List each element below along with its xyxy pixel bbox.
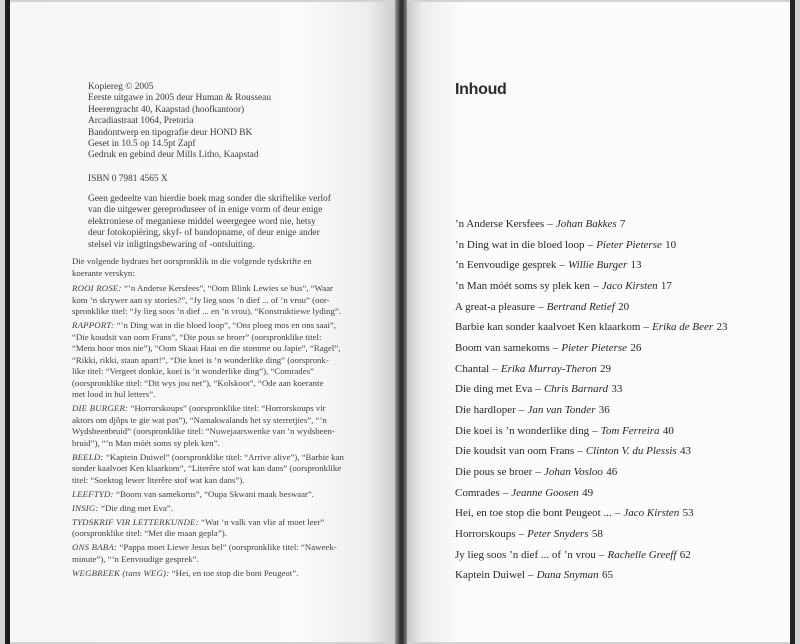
acknowledgement-line (72, 517, 344, 529)
acknowledgement-line (72, 295, 344, 307)
acknowledgement-line (72, 475, 344, 487)
contents-heading: Inhoud (455, 81, 507, 98)
toc-entry-title: ’n Man móét soms sy plek ken (455, 279, 591, 292)
toc-entry-page-number: 10 (665, 238, 677, 251)
toc-entry (455, 255, 727, 276)
acknowledgement-line (72, 554, 344, 566)
toc-entry-title: ’n Ding wat in die bloed loop (455, 238, 585, 251)
toc-entry-title: Hei, en toe stop die bont Peugeot ... (455, 507, 612, 520)
acknowledgement-section (72, 517, 344, 540)
rights-notice-line: Geen gedeelte van hierdie boek mag sonder die skriftelike verlof (88, 194, 331, 204)
acknowledgement-text: spronklike titel: “Jy lieg soos ’n dief ... en ’n vrou), “Konstruktiewe lyding”. (72, 306, 341, 316)
toc-dash: – (528, 569, 534, 582)
acknowledgement-line (72, 438, 344, 450)
acknowledgement-line (72, 332, 344, 344)
toc-entry (455, 235, 727, 256)
acknowledgement-text: “Kaptein Duiwel” (oorspronklike titel: “Arrive alive”), “Barbie kan (105, 451, 344, 462)
toc-entry-page-number: 17 (660, 279, 672, 292)
toc-entry-author: Jan van Tonder (527, 403, 596, 416)
toc-entry (455, 524, 727, 545)
toc-entry-author: Willie Burger (568, 259, 628, 272)
acknowledgement-section (72, 452, 344, 487)
publication-name: ROOI ROSE: (72, 283, 122, 293)
acknowledgement-line (72, 320, 344, 332)
toc-entry-title: A great-a pleasure (455, 300, 536, 313)
acknowledgement-line (72, 568, 344, 580)
imprint-line: Arcadiastraat 1064, Pretoria (88, 116, 194, 127)
acknowledgement-section (72, 542, 344, 565)
acknowledgement-section (72, 403, 344, 449)
toc-entry (455, 297, 727, 318)
copyright-page (10, 2, 395, 642)
acknowledgement-section (72, 503, 344, 515)
toc-entry (455, 359, 727, 380)
acknowledgement-line (72, 426, 344, 438)
isbn: ISBN 0 7981 4565 X (88, 174, 168, 184)
toc-entry-author: Tom Ferreira (600, 424, 660, 437)
acknowledgement-text: “Rikki, rikki, staan apart!”, “Die koei is ’n wonderlike ding” (oorspronk- (72, 354, 329, 365)
toc-entry (455, 379, 727, 400)
acknowledgement-section (72, 283, 344, 318)
toc-entry-author: Peter Snyders (527, 527, 589, 540)
imprint-line: Kopiereg © 2005 (88, 82, 154, 92)
toc-entry-title: Chantal (455, 362, 490, 375)
acknowledgement-text: “’n Anderse Kersfees”, “Oom Blink Lewies se bus”, “Waar (124, 283, 333, 293)
toc-dash: – (577, 445, 583, 458)
toc-dash: – (535, 383, 541, 396)
toc-dash: – (518, 403, 525, 416)
toc-entry-author: Chris Barnard (543, 383, 609, 396)
table-of-contents (455, 214, 727, 586)
publication-name: BEELD: (72, 451, 104, 462)
toc-entry-title: Die koudsit van oom Frans (455, 445, 575, 458)
toc-entry (455, 483, 727, 504)
rights-notice (88, 194, 331, 251)
toc-entry (455, 338, 727, 359)
toc-entry-title: ’n Eenvoudige gesprek (455, 259, 557, 272)
toc-entry-author: Rachelle Greeff (607, 548, 677, 561)
toc-dash: – (643, 321, 649, 334)
toc-entry-author: Pieter Pieterse (596, 238, 662, 251)
toc-entry-page-number: 13 (630, 259, 642, 272)
imprint-line: Eerste uitgawe in 2005 deur Human & Rousseau (88, 93, 272, 104)
imprint-line: Bandontwerp en tipografie deur HOND BK (88, 127, 253, 138)
imprint-block (88, 82, 271, 162)
toc-dash: – (598, 548, 605, 561)
imprint-line: Geset in 10.5 op 14.5pt Zapf (88, 139, 196, 150)
toc-entry-author: Jeanne Goosen (511, 486, 579, 499)
acknowledgements-intro-line: Die volgende bydraes het oorspronklik in die volgende tydskrifte en (72, 256, 312, 266)
toc-dash: – (552, 341, 559, 354)
toc-entry-title: Horrorskoups (455, 527, 516, 540)
acknowledgement-text: Wydsbeenbruid” (oorspronklike titel: “Nuwejaarswenke van ’n wydsbeen- (72, 426, 335, 436)
acknowledgement-text: kom ’n skrywer aan sy stories?”, “Jy lieg soos ’n dief ... of ’n vrou” (oor- (72, 294, 330, 305)
acknowledgement-text: (oorspronklike titel: “Dit wys jou net”), “Kolskoot”, “Ode aan koerante (72, 377, 324, 388)
acknowledgement-line (72, 389, 344, 401)
toc-dash: – (547, 218, 553, 230)
toc-entry-title: Comrades (455, 486, 500, 499)
acknowledgement-line (72, 489, 344, 501)
acknowledgements-intro-line: koerante verskyn: (72, 267, 135, 278)
toc-entry-page-number: 23 (716, 321, 728, 334)
acknowledgement-line (72, 463, 344, 475)
toc-entry (455, 214, 727, 235)
acknowledgement-line (72, 403, 344, 415)
toc-entry (455, 421, 727, 442)
toc-entry-author: Clinton V. du Plessis (585, 445, 677, 458)
contents-page (407, 2, 790, 642)
toc-entry-author: Jaco Kirsten (601, 279, 658, 292)
acknowledgement-text: “Wat ’n valk van vlie af moet leer” (201, 516, 325, 527)
toc-entry (455, 503, 727, 524)
rights-notice-line: deur fotokopiëring, skyf- of bandopname, of deur enige ander (88, 228, 320, 239)
toc-dash: – (587, 238, 594, 251)
acknowledgement-text: like titel: “Vergeet donkie, koei is ’n wonderlike ding”), “Comrades” (72, 366, 314, 376)
toc-entry-title: Die hardloper (455, 403, 516, 416)
toc-dash: – (502, 486, 509, 499)
acknowledgement-line (72, 343, 344, 355)
acknowledgement-line (72, 542, 344, 554)
imprint-line: Heerengracht 40, Kaapstad (hoofkantoor) (88, 104, 245, 115)
acknowledgement-line (72, 355, 344, 367)
scan-right-edge (790, 0, 795, 644)
toc-entry-page-number: 26 (630, 341, 642, 354)
acknowledgement-text: titel: “Soektog lewer literêre stof wat kan dans”). (72, 474, 245, 485)
toc-entry-page-number: 40 (662, 424, 674, 437)
rights-notice-line: stelsel vir inligtingsbewaring of -ontsluiting. (88, 239, 255, 250)
toc-dash: – (593, 279, 599, 292)
acknowledgement-text: “Boom van samekoms”, “Oupa Skwani maak beswaar”. (116, 488, 315, 499)
toc-dash: – (592, 424, 598, 437)
toc-entry (455, 400, 727, 421)
publication-name: TYDSKRIF VIR LETTERKUNDE: (72, 516, 199, 527)
toc-entry-page-number: 20 (618, 300, 630, 313)
toc-entry-page-number: 43 (680, 445, 691, 458)
toc-entry-author: Johan Bakkes (555, 218, 617, 230)
toc-entry (455, 462, 727, 483)
acknowledgement-text: minute”), “’n Eenvoudige gesprek”. (72, 553, 199, 564)
book-gutter (395, 0, 407, 644)
acknowledgement-text: (oorspronklike titel: “Met die maan gepla”). (72, 528, 227, 538)
toc-entry (455, 565, 727, 586)
acknowledgement-line (72, 503, 344, 515)
publication-name: ONS BABA: (72, 542, 118, 552)
toc-dash: – (559, 259, 565, 272)
acknowledgement-text: “’n Ding wat in die bloed loop”, “Ons ploeg mos en ons saai”, (116, 320, 337, 330)
imprint-line: Gedruk en gebind deur Mills Litho, Kaapstad (88, 150, 259, 161)
acknowledgement-line (72, 452, 344, 464)
acknowledgements (72, 256, 344, 579)
toc-entry-title: ’n Anderse Kersfees (455, 218, 545, 230)
acknowledgement-text: “Mens hoor mos nie”), “Oom Skaai Haai en die stomme ou Japie”, “Ragel”, (72, 343, 341, 353)
acknowledgement-text: “Hei, en toe stop die bont Peugeot”. (171, 567, 299, 578)
acknowledgement-section (72, 320, 344, 401)
toc-dash: – (538, 300, 544, 313)
publication-name: LEEFTYD: (72, 488, 114, 499)
toc-entry-title: Die ding met Eva (455, 383, 533, 396)
publication-name: INSIG: (72, 502, 99, 513)
toc-entry-title: Kaptein Duiwel (455, 569, 525, 582)
rights-notice-line: elektroniese of meganiese middel weergegee word nie, hetsy (88, 216, 316, 227)
acknowledgement-line (72, 378, 344, 390)
toc-entry-page-number: 49 (582, 486, 594, 499)
publication-name: WEGBREEK (tans WEG): (72, 567, 170, 578)
acknowledgement-text: “Pappa moet Liewe Jesus bel” (oorspronklike titel: “Naweek- (119, 542, 337, 552)
acknowledgement-line (72, 528, 344, 540)
acknowledgement-line (72, 366, 344, 378)
toc-entry-title: Die pous se broer (455, 465, 533, 478)
acknowledgements-intro (72, 256, 344, 279)
toc-entry (455, 545, 727, 566)
toc-entry-page-number: 29 (600, 362, 612, 375)
toc-dash: – (614, 507, 621, 520)
acknowledgement-text: sonder kaalvoet Ken klaarkom”, “Literêre stof wat kan dans” (oorspronklike (72, 463, 342, 473)
toc-entry-page-number: 7 (619, 218, 626, 230)
toc-entry-page-number: 36 (598, 403, 610, 416)
toc-entry-page-number: 53 (682, 507, 694, 520)
rights-notice-line: van die uitgewer gereproduseer of in enige vorm of deur enige (88, 205, 323, 216)
acknowledgement-text: “Die koudsit van oom Frans”, “Die pous se broer” (oorspronklike titel: (72, 331, 322, 342)
toc-entry-author: Pieter Pieterse (561, 341, 628, 354)
acknowledgement-line (72, 415, 344, 427)
acknowledgement-text: met lood in hul letters”. (72, 389, 156, 399)
acknowledgement-line (72, 306, 344, 318)
publication-name: RAPPORT: (72, 320, 115, 330)
toc-entry (455, 441, 727, 462)
toc-dash: – (492, 362, 498, 375)
toc-entry-title: Boom van samekoms (455, 341, 550, 354)
toc-dash: – (535, 465, 541, 478)
toc-entry-title: Barbie kan sonder kaalvoet Ken klaarkom (455, 321, 641, 334)
toc-entry-page-number: 58 (591, 527, 603, 540)
acknowledgement-line (72, 283, 344, 295)
toc-entry (455, 276, 727, 297)
toc-entry (455, 317, 727, 338)
acknowledgement-section (72, 489, 344, 501)
toc-entry-page-number: 33 (611, 383, 623, 396)
acknowledgement-section (72, 568, 344, 580)
publication-name: DIE BURGER: (72, 403, 129, 413)
toc-entry-title: Jy lieg soos ’n dief ... of ’n vrou (455, 548, 596, 561)
toc-dash: – (518, 527, 525, 540)
acknowledgement-text: aktors om djôps te gie wat pas”), “Namakwalands het sy sterretjies”, “’n (72, 414, 327, 425)
toc-entry-author: Erika de Beer (652, 321, 714, 334)
toc-entry-author: Bertrand Retief (546, 300, 615, 313)
toc-entry-page-number: 65 (601, 569, 613, 582)
toc-entry-author: Erika Murray-Theron (500, 362, 597, 375)
toc-entry-author: Jaco Kirsten (623, 507, 680, 520)
toc-entry-author: Dana Snyman (536, 569, 599, 582)
acknowledgement-text: bruid”), “’n Man móét soms sy plek ken”. (72, 437, 220, 448)
toc-entry-page-number: 46 (606, 465, 618, 478)
acknowledgement-text: “Horrorskoups” (oorspronklike titel: “Horrorskoups vir (130, 403, 326, 413)
acknowledgement-text: “Die ding met Eva”. (101, 502, 173, 513)
toc-entry-page-number: 62 (679, 548, 691, 561)
toc-entry-author: Johan Vosloo (543, 465, 603, 478)
toc-entry-title: Die koei is ’n wonderlike ding (455, 424, 590, 437)
